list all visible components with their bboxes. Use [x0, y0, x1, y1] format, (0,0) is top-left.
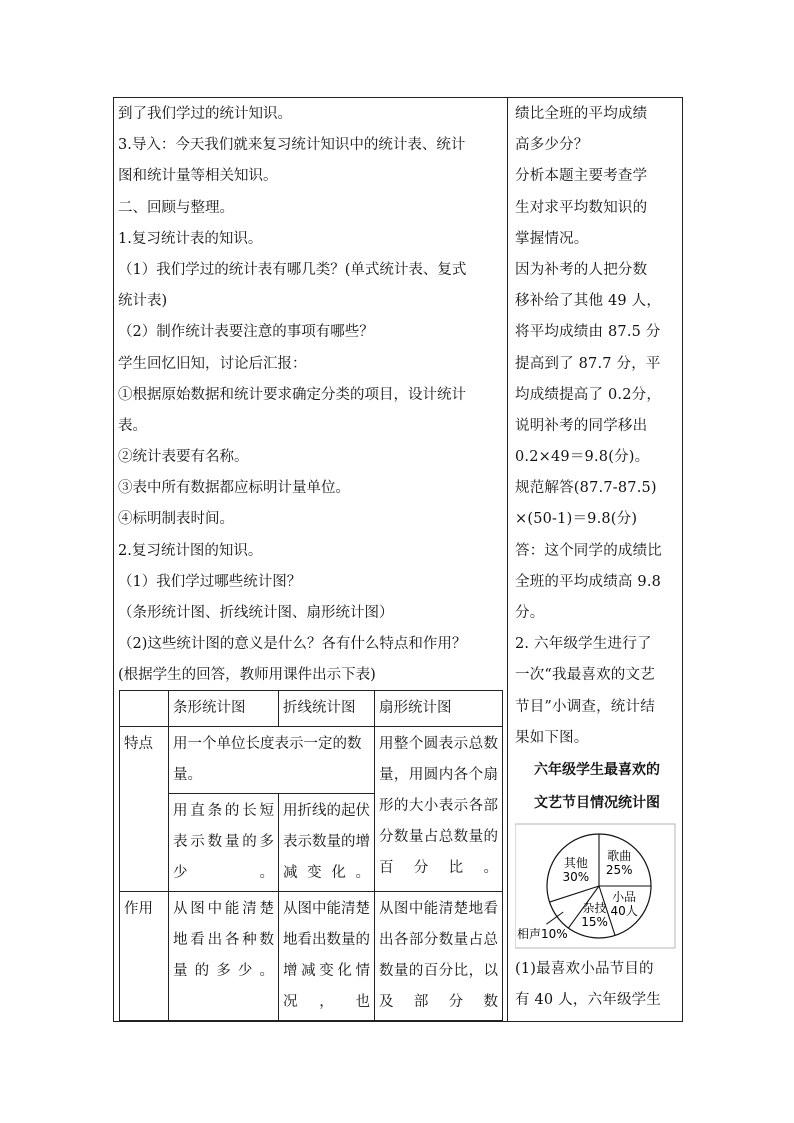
- text-line-4: 二、回顾与整理。: [118, 199, 234, 216]
- cell-feature-bar: 用直条的长短表示数量的多少。: [169, 794, 279, 892]
- text-line-8: （2）制作统计表要注意的事项有哪些？: [118, 324, 374, 341]
- text-line-12: ②统计表要有名称。: [118, 449, 249, 466]
- question-line-1: (1)最喜欢小品节目的: [515, 960, 654, 977]
- pie-slice-value-5: 30%: [562, 870, 590, 885]
- column-divider: [507, 97, 508, 1022]
- cell-feature-pie: 用整个圆表示总数量，用圆内各个扇形的大小表示各部分数量占总数量的百分比。: [375, 727, 503, 892]
- exercise-line-4: 生对求平均数知识的: [515, 199, 648, 216]
- cell-feature-shared: 用一个单位长度表示一定的数量。: [169, 727, 375, 794]
- pie-slice-label-3: 杂技: [582, 901, 607, 916]
- exercise-line-12: 0.2×49＝9.8(分)。: [515, 449, 650, 466]
- row-label-use: 作用: [120, 892, 169, 1021]
- cell-use-bar: 从图中能清楚地看出各种数量的多少。: [169, 892, 279, 1021]
- table-header-empty: [120, 691, 169, 727]
- question-line-2: 有 40 人，六年级学生: [515, 992, 662, 1009]
- exercise-line-11: 说明补考的同学移出: [515, 417, 648, 434]
- chart-title-line-1: 六年级学生最喜欢的: [534, 761, 660, 778]
- exercise-line-6: 因为补考的人把分数: [515, 261, 648, 278]
- table-header-line: 折线统计图: [279, 691, 375, 727]
- chart-comparison-table: [119, 690, 503, 1021]
- table-row-feature-shared: [120, 727, 503, 794]
- pie-slice-label-5: 其他: [563, 856, 588, 871]
- exercise-column: [515, 99, 679, 1016]
- table-header-bar: 条形统计图: [169, 691, 279, 727]
- text-line-10: ①根据原始数据和统计要求确定分类的项目，设计统计: [118, 386, 466, 403]
- exercise-line-5: 掌握情况。: [515, 230, 589, 247]
- pie-label-outside: 相声10%: [517, 927, 568, 942]
- text-line-17: （条形统计图、折线统计图、扇形统计图）: [118, 605, 394, 621]
- table-row-use: [120, 892, 503, 1021]
- text-line-16: （1）我们学过哪些统计图？: [118, 573, 302, 590]
- lesson-text-column: [118, 99, 504, 692]
- text-line-11: 表。: [118, 417, 147, 434]
- exercise-line-21: 果如下图。: [515, 729, 589, 746]
- text-line-14: ④标明制表时间。: [118, 511, 234, 528]
- table-header-pie: 扇形统计图: [375, 691, 503, 727]
- exercise-line-10: 均成绩提高了 0.2分，: [515, 386, 662, 403]
- text-line-5: 1.复习统计表的知识。: [118, 230, 263, 247]
- text-line-13: ③表中所有数据都应标明计量单位。: [118, 480, 350, 497]
- pie-slice-label-1: 歌曲: [607, 848, 632, 863]
- pie-slice-value-1: 25%: [605, 862, 633, 877]
- table-header-row: [120, 691, 503, 727]
- exercise-line-3: 分析本题主要考查学: [515, 168, 648, 185]
- exercise-line-13: 规范解答(87.7-87.5): [515, 480, 657, 497]
- text-line-7: 统计表): [118, 293, 168, 310]
- exercise-line-20: 节目”小调查，统计结: [515, 698, 655, 715]
- text-line-15: 2.复习统计图的知识。: [118, 542, 263, 559]
- text-line-9: 学生回忆旧知，讨论后汇报：: [118, 355, 307, 372]
- pie-slice-value-3: 15%: [581, 915, 608, 930]
- pie-chart: [515, 820, 679, 950]
- exercise-line-9: 提高到了 87.7 分，平: [515, 355, 661, 372]
- exercise-line-18: 2. 六年级学生进行了: [515, 636, 652, 653]
- exercise-line-17: 分。: [515, 605, 545, 621]
- text-line-18: （2)这些统计图的意义是什么？各有什么特点和作用？: [118, 636, 467, 653]
- exercise-line-14: ×(50-1)＝9.8(分): [515, 511, 638, 528]
- cell-use-pie: 从图中能清楚地看出各部分数量占总数量的百分比，以及部分数: [375, 892, 503, 1021]
- text-line-3: 图和统计量等相关知识。: [118, 168, 278, 185]
- chart-title-line-2: 文艺节目情况统计图: [534, 794, 660, 811]
- pie-slice-value-2: 40人: [610, 903, 638, 918]
- cell-feature-line: 用折线的起伏表示数量的增减变化。: [279, 794, 375, 892]
- pie-slice-label-2: 小品: [612, 889, 637, 904]
- exercise-line-2: 高多少分？: [515, 137, 589, 154]
- exercise-line-19: 一次“我最喜欢的文艺: [515, 667, 655, 684]
- row-label-feature: 特点: [120, 727, 169, 892]
- exercise-line-1: 绩比全班的平均成绩: [515, 106, 648, 122]
- text-line-1: 到了我们学过的统计知识。: [118, 106, 292, 122]
- text-line-2: 3.导入：今天我们就来复习统计知识中的统计表、统计: [118, 137, 466, 154]
- exercise-line-15: 答：这个同学的成绩比: [515, 542, 662, 559]
- text-line-6: （1）我们学过的统计表有哪几类？(单式统计表、复式: [118, 261, 467, 278]
- cell-use-line: 从图中能清楚地看出数量的增减变化情况，也: [279, 892, 375, 1021]
- exercise-line-7: 移补给了其他 49 人，: [515, 293, 662, 310]
- exercise-line-8: 将平均成绩由 87.5 分: [515, 324, 661, 341]
- exercise-line-16: 全班的平均成绩高 9.8: [515, 573, 662, 590]
- text-line-19: (根据学生的回答，教师用课件出示下表): [118, 667, 376, 684]
